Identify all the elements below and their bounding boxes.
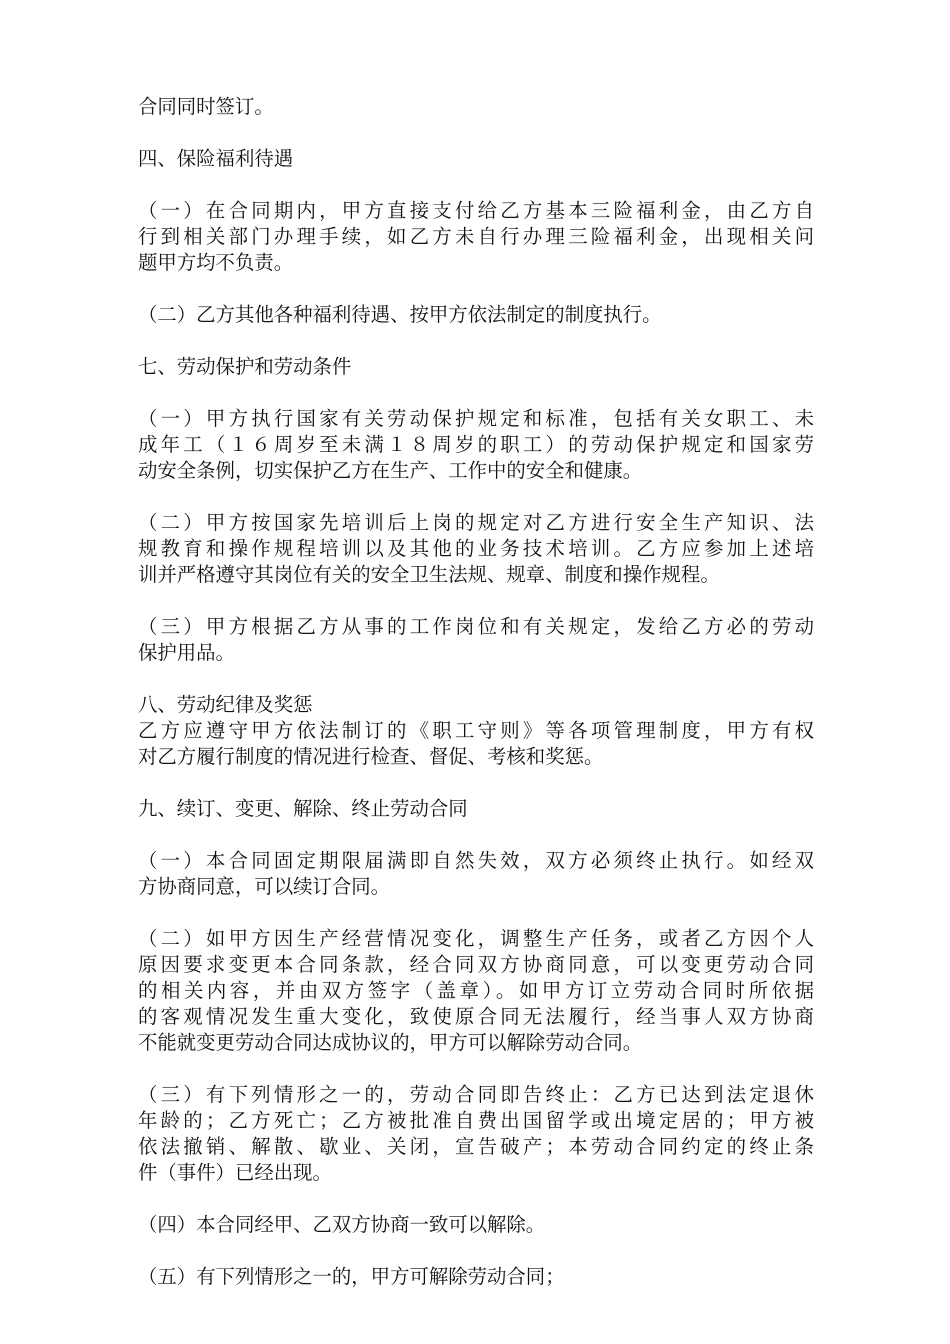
paragraph-continuation: [138, 94, 814, 120]
text-line: 依法撤销、解散、歇业、关闭，宣告破产；本劳动合同约定的终止条: [138, 1135, 814, 1158]
text-line: 合同同时签订。: [138, 95, 274, 118]
text-line: （四）本合同经甲、乙双方协商一致可以解除。: [138, 1213, 546, 1236]
text-line: （二）如甲方因生产经营情况变化，调整生产任务，或者乙方因个人: [138, 927, 814, 950]
section-heading-discipline: [138, 692, 814, 770]
paragraph-contract-2: [138, 926, 814, 1056]
text-line: （三）甲方根据乙方从事的工作岗位和有关规定，发给乙方必的劳动: [138, 615, 814, 638]
text-line: （一）本合同固定期限届满即自然失效，双方必须终止执行。如经双: [138, 849, 814, 872]
text-line: 题甲方均不负责。: [138, 251, 294, 274]
text-line: 动安全条例，切实保护乙方在生产、工作中的安全和健康。: [138, 459, 643, 482]
text-line: 年龄的；乙方死亡；乙方被批准自费出国留学或出境定居的；甲方被: [138, 1109, 814, 1132]
text-line: 对乙方履行制度的情况进行检查、督促、考核和奖惩。: [138, 745, 604, 768]
paragraph-insurance-1: [138, 198, 814, 276]
text-line: （三）有下列情形之一的，劳动合同即告终止：乙方已达到法定退休: [138, 1083, 814, 1106]
text-line: 的客观情况发生重大变化，致使原合同无法履行，经当事人双方协商: [138, 1005, 814, 1028]
text-line: 训并严格遵守其岗位有关的安全卫生法规、规章、制度和操作规程。: [138, 563, 720, 586]
paragraph-protection-2: [138, 510, 814, 588]
text-line: （五）有下列情形之一的，甲方可解除劳动合同；: [138, 1265, 565, 1288]
paragraph-contract-4: [138, 1212, 814, 1238]
text-line: 的相关内容，并由双方签字（盖章）。如甲方订立劳动合同时所依据: [138, 979, 814, 1002]
text-line: 成年工（１６周岁至未满１８周岁的职工）的劳动保护规定和国家劳: [138, 433, 814, 456]
section-heading-insurance: [138, 146, 814, 172]
section-heading-labor-protection: [138, 354, 814, 380]
text-line: 七、劳动保护和劳动条件: [138, 355, 352, 378]
document-body: [138, 94, 814, 1290]
text-line: （一）在合同期内，甲方直接支付给乙方基本三险福利金，由乙方自: [138, 199, 814, 222]
paragraph-protection-3: [138, 614, 814, 666]
text-line: 乙方应遵守甲方依法制订的《职工守则》等各项管理制度，甲方有权: [138, 719, 814, 742]
text-line: 原因要求变更本合同条款，经合同双方协商同意，可以变更劳动合同: [138, 953, 814, 976]
section-heading-contract-changes: [138, 796, 814, 822]
text-line: 保护用品。: [138, 641, 235, 664]
paragraph-contract-5: [138, 1264, 814, 1290]
text-line: （二）甲方按国家先培训后上岗的规定对乙方进行安全生产知识、法: [138, 511, 814, 534]
paragraph-protection-1: [138, 406, 814, 484]
text-line: （一）甲方执行国家有关劳动保护规定和标准，包括有关女职工、未: [138, 407, 814, 430]
text-line: 规教育和操作规程培训以及其他的业务技术培训。乙方应参加上述培: [138, 537, 814, 560]
text-line: 九、续订、变更、解除、终止劳动合同: [138, 797, 468, 820]
text-line: 八、劳动纪律及奖惩: [138, 693, 313, 716]
paragraph-contract-3: [138, 1082, 814, 1186]
text-line: （二）乙方其他各种福利待遇、按甲方依法制定的制度执行。: [138, 303, 662, 326]
text-line: 四、保险福利待遇: [138, 147, 294, 170]
text-line: 件（事件）已经出现。: [138, 1161, 332, 1184]
text-line: 方协商同意，可以续订合同。: [138, 875, 391, 898]
paragraph-contract-1: [138, 848, 814, 900]
text-line: 行到相关部门办理手续，如乙方未自行办理三险福利金，出现相关问: [138, 225, 814, 248]
text-line: 不能就变更劳动合同达成协议的，甲方可以解除劳动合同。: [138, 1031, 643, 1054]
paragraph-insurance-2: [138, 302, 814, 328]
